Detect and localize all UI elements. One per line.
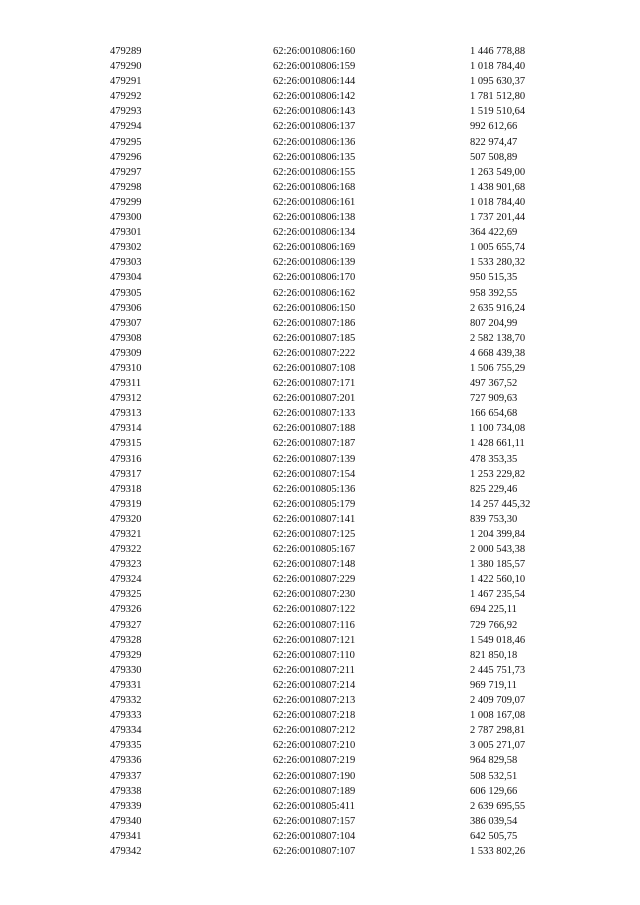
record-number-cell: 479295 [110, 136, 142, 148]
cadastral-value-cell: 1 422 560,10 [470, 574, 526, 586]
record-number-cell: 479301 [110, 227, 142, 239]
record-number-cell: 479324 [110, 574, 142, 586]
table-row [110, 452, 570, 467]
table-row [110, 301, 570, 316]
cadastral-number-cell: 62:26:0010806:136 [273, 136, 356, 148]
cadastral-number-cell: 62:26:0010806:134 [273, 227, 356, 239]
cadastral-value-cell: 822 974,47 [470, 136, 518, 148]
record-number-cell: 479321 [110, 529, 142, 540]
table-row [110, 587, 570, 602]
record-number-cell: 479334 [110, 725, 142, 737]
cadastral-number-cell: 62:26:0010807:121 [273, 634, 356, 646]
cadastral-number-cell: 62:26:0010807:222 [273, 347, 356, 359]
cadastral-number-cell: 62:26:0010805:136 [273, 483, 356, 495]
record-number-cell: 479337 [110, 770, 142, 782]
cadastral-number-cell: 62:26:0010807:189 [273, 785, 356, 797]
record-number-cell: 479323 [110, 559, 142, 571]
cadastral-number-cell: 62:26:0010805:179 [273, 498, 356, 510]
record-number-cell: 479318 [110, 483, 142, 495]
cadastral-number-cell: 62:26:0010807:157 [273, 815, 356, 827]
cadastral-value-cell: 807 204,99 [470, 317, 518, 329]
record-number-cell: 479294 [110, 121, 142, 133]
cadastral-value-cell: 2 582 138,70 [470, 332, 526, 344]
cadastral-number-cell: 62:26:0010807:229 [273, 574, 356, 586]
record-number-cell: 479303 [110, 257, 142, 269]
table-row [110, 784, 570, 799]
cadastral-number-cell: 62:26:0010806:155 [273, 166, 356, 178]
table-row [110, 119, 570, 134]
table-row [110, 844, 570, 859]
table-row [110, 180, 570, 195]
cadastral-number-cell: 62:26:0010806:160 [273, 46, 356, 57]
table-row [110, 436, 570, 451]
cadastral-value-cell: 1 100 734,08 [470, 423, 526, 435]
record-number-cell: 479317 [110, 468, 142, 480]
cadastral-number-cell: 62:26:0010807:122 [273, 604, 356, 616]
cadastral-number-cell: 62:26:0010806:142 [273, 91, 356, 103]
cadastral-number-cell: 62:26:0010807:218 [273, 710, 356, 722]
cadastral-value-cell: 642 505,75 [470, 830, 518, 842]
record-number-cell: 479306 [110, 302, 142, 314]
record-number-cell: 479328 [110, 634, 142, 646]
cadastral-number-cell: 62:26:0010805:167 [273, 544, 356, 556]
cadastral-value-cell: 2 787 298,81 [470, 725, 526, 737]
table-row [110, 150, 570, 165]
cadastral-number-cell: 62:26:0010806:137 [273, 121, 356, 133]
table-row [110, 723, 570, 738]
table-row [110, 738, 570, 753]
cadastral-value-cell: 825 229,46 [470, 483, 518, 495]
table-row [110, 89, 570, 104]
cadastral-number-cell: 62:26:0010807:214 [273, 679, 356, 691]
cadastral-value-cell: 364 422,69 [470, 227, 518, 239]
cadastral-number-cell: 62:26:0010807:201 [273, 393, 356, 405]
cadastral-value-cell: 1 428 661,11 [470, 438, 525, 450]
record-number-cell: 479338 [110, 785, 142, 797]
cadastral-number-cell: 62:26:0010807:139 [273, 453, 356, 465]
table-row [110, 799, 570, 814]
table-row [110, 618, 570, 633]
cadastral-number-cell: 62:26:0010806:143 [273, 106, 356, 118]
cadastral-value-cell: 1 549 018,46 [470, 634, 526, 646]
cadastral-number-cell: 62:26:0010807:210 [273, 740, 356, 752]
record-number-cell: 479291 [110, 76, 142, 88]
table-row [110, 572, 570, 587]
table-row [110, 210, 570, 225]
cadastral-number-cell: 62:26:0010807:230 [273, 589, 356, 601]
cadastral-value-cell: 1 018 784,40 [470, 61, 526, 73]
cadastral-value-cell: 1 533 802,26 [470, 845, 526, 857]
record-number-cell: 479341 [110, 830, 142, 842]
record-number-cell: 479340 [110, 815, 142, 827]
cadastral-number-cell: 62:26:0010806:150 [273, 302, 356, 314]
cadastral-value-cell: 2 000 543,38 [470, 544, 526, 556]
cadastral-value-cell: 166 654,68 [470, 408, 518, 420]
record-number-cell: 479322 [110, 544, 142, 556]
table-row [110, 195, 570, 210]
cadastral-value-cell: 1 005 655,74 [470, 242, 526, 254]
record-number-cell: 479298 [110, 181, 142, 193]
table-row [110, 557, 570, 572]
table-row [110, 346, 570, 361]
cadastral-value-cell: 2 409 709,07 [470, 695, 526, 707]
cadastral-number-cell: 62:26:0010807:186 [273, 317, 356, 329]
record-number-cell: 479292 [110, 91, 142, 103]
cadastral-number-cell: 62:26:0010806:169 [273, 242, 356, 254]
cadastral-number-cell: 62:26:0010805:411 [273, 800, 355, 812]
cadastral-value-cell: 1 737 201,44 [470, 212, 526, 224]
cadastral-number-cell: 62:26:0010807:171 [273, 378, 356, 390]
cadastral-value-cell: 386 039,54 [470, 815, 518, 827]
record-number-cell: 479297 [110, 166, 142, 178]
table-row [110, 829, 570, 844]
table-row [110, 406, 570, 421]
cadastral-value-cell: 508 532,51 [470, 770, 518, 782]
table-row [110, 74, 570, 89]
record-number-cell: 479325 [110, 589, 142, 601]
cadastral-value-cell: 727 909,63 [470, 393, 518, 405]
table-row [110, 255, 570, 270]
table-row [110, 753, 570, 768]
cadastral-number-cell: 62:26:0010807:107 [273, 845, 356, 857]
record-number-cell: 479310 [110, 362, 142, 374]
record-number-cell: 479304 [110, 272, 142, 284]
cadastral-value-cell: 2 639 695,55 [470, 800, 526, 812]
record-number-cell: 479296 [110, 151, 142, 163]
table-row [110, 542, 570, 557]
record-number-cell: 479339 [110, 800, 142, 812]
cadastral-value-table [110, 44, 570, 859]
cadastral-value-cell: 507 508,89 [470, 151, 518, 163]
cadastral-value-cell: 1 781 512,80 [470, 91, 526, 103]
cadastral-number-cell: 62:26:0010806:144 [273, 76, 356, 88]
record-number-cell: 479307 [110, 317, 142, 329]
table-row [110, 316, 570, 331]
table-row [110, 467, 570, 482]
cadastral-value-cell: 1 438 901,68 [470, 181, 526, 193]
table-row [110, 165, 570, 180]
cadastral-number-cell: 62:26:0010807:219 [273, 755, 356, 767]
table-row [110, 648, 570, 663]
cadastral-value-cell: 821 850,18 [470, 649, 518, 661]
cadastral-value-cell: 1 380 185,57 [470, 559, 526, 571]
record-number-cell: 479313 [110, 408, 142, 420]
record-number-cell: 479316 [110, 453, 142, 465]
cadastral-number-cell: 62:26:0010806:159 [273, 61, 356, 73]
record-number-cell: 479335 [110, 740, 142, 752]
cadastral-value-cell: 3 005 271,07 [470, 740, 526, 752]
record-number-cell: 479336 [110, 755, 142, 767]
cadastral-number-cell: 62:26:0010807:211 [273, 664, 355, 676]
cadastral-number-cell: 62:26:0010807:188 [273, 423, 356, 435]
cadastral-number-cell: 62:26:0010807:190 [273, 770, 356, 782]
cadastral-number-cell: 62:26:0010807:125 [273, 529, 356, 540]
cadastral-number-cell: 62:26:0010806:135 [273, 151, 356, 163]
cadastral-value-cell: 1 533 280,32 [470, 257, 526, 269]
record-number-cell: 479332 [110, 695, 142, 707]
record-number-cell: 479309 [110, 347, 142, 359]
record-number-cell: 479305 [110, 287, 142, 299]
cadastral-number-cell: 62:26:0010807:185 [273, 332, 356, 344]
record-number-cell: 479311 [110, 378, 142, 390]
table-row [110, 497, 570, 512]
record-number-cell: 479308 [110, 332, 142, 344]
table-body [110, 44, 570, 859]
record-number-cell: 479329 [110, 649, 142, 661]
cadastral-value-cell: 729 766,92 [470, 619, 518, 631]
cadastral-number-cell: 62:26:0010807:141 [273, 513, 356, 525]
cadastral-value-cell: 694 225,11 [470, 604, 517, 616]
table-row [110, 225, 570, 240]
cadastral-value-cell: 1 095 630,37 [470, 76, 526, 88]
table-row [110, 512, 570, 527]
record-number-cell: 479314 [110, 423, 142, 435]
cadastral-number-cell: 62:26:0010806:168 [273, 181, 356, 193]
table-row [110, 361, 570, 376]
cadastral-value-cell: 1 263 549,00 [470, 166, 526, 178]
record-number-cell: 479302 [110, 242, 142, 254]
record-number-cell: 479331 [110, 679, 142, 691]
cadastral-value-cell: 1 519 510,64 [470, 106, 526, 118]
cadastral-value-cell: 1 018 784,40 [470, 196, 526, 208]
cadastral-value-cell: 1 008 167,08 [470, 710, 526, 722]
cadastral-number-cell: 62:26:0010807:110 [273, 649, 355, 661]
cadastral-value-cell: 478 353,35 [470, 453, 518, 465]
record-number-cell: 479315 [110, 438, 142, 450]
cadastral-number-cell: 62:26:0010807:212 [273, 725, 356, 737]
table-row [110, 421, 570, 436]
table-row [110, 678, 570, 693]
table-row [110, 44, 570, 59]
cadastral-value-cell: 1 204 399,84 [470, 529, 526, 540]
record-number-cell: 479319 [110, 498, 142, 510]
cadastral-value-cell: 2 635 916,24 [470, 302, 526, 314]
cadastral-number-cell: 62:26:0010806:170 [273, 272, 356, 284]
cadastral-value-cell: 606 129,66 [470, 785, 518, 797]
table-row [110, 391, 570, 406]
cadastral-number-cell: 62:26:0010806:162 [273, 287, 356, 299]
record-number-cell: 479333 [110, 710, 142, 722]
cadastral-number-cell: 62:26:0010806:161 [273, 196, 356, 208]
table-row [110, 331, 570, 346]
cadastral-value-cell: 958 392,55 [470, 287, 518, 299]
table-row [110, 527, 570, 542]
record-number-cell: 479327 [110, 619, 142, 631]
cadastral-value-cell: 1 253 229,82 [470, 468, 526, 480]
cadastral-value-cell: 839 753,30 [470, 513, 518, 525]
cadastral-number-cell: 62:26:0010807:187 [273, 438, 356, 450]
table-row [110, 633, 570, 648]
cadastral-number-cell: 62:26:0010806:138 [273, 212, 356, 224]
table-row [110, 814, 570, 829]
table-row [110, 663, 570, 678]
cadastral-number-cell: 62:26:0010807:108 [273, 362, 356, 374]
cadastral-value-cell: 1 506 755,29 [470, 362, 526, 374]
cadastral-number-cell: 62:26:0010807:116 [273, 619, 355, 631]
cadastral-number-cell: 62:26:0010807:104 [273, 830, 356, 842]
record-number-cell: 479293 [110, 106, 142, 118]
cadastral-value-cell: 4 668 439,38 [470, 347, 526, 359]
record-number-cell: 479299 [110, 196, 142, 208]
record-number-cell: 479320 [110, 513, 142, 525]
cadastral-value-cell: 992 612,66 [470, 121, 518, 133]
cadastral-number-cell: 62:26:0010807:148 [273, 559, 356, 571]
cadastral-value-cell: 1 467 235,54 [470, 589, 526, 601]
cadastral-value-cell: 969 719,11 [470, 679, 517, 691]
record-number-cell: 479300 [110, 212, 142, 224]
table-row [110, 482, 570, 497]
cadastral-number-cell: 62:26:0010807:213 [273, 695, 356, 707]
record-number-cell: 479342 [110, 845, 142, 857]
cadastral-number-cell: 62:26:0010807:133 [273, 408, 356, 420]
cadastral-value-cell: 14 257 445,32 [470, 498, 531, 510]
record-number-cell: 479330 [110, 664, 142, 676]
record-number-cell: 479326 [110, 604, 142, 616]
table-row [110, 270, 570, 285]
record-number-cell: 479290 [110, 61, 142, 73]
record-number-cell: 479312 [110, 393, 142, 405]
table-row [110, 104, 570, 119]
table-row [110, 769, 570, 784]
table-row [110, 240, 570, 255]
cadastral-value-cell: 964 829,58 [470, 755, 518, 767]
table-row [110, 602, 570, 617]
record-number-cell: 479289 [110, 46, 142, 57]
table-row [110, 59, 570, 74]
cadastral-value-cell: 2 445 751,73 [470, 664, 526, 676]
cadastral-number-cell: 62:26:0010807:154 [273, 468, 356, 480]
table-row [110, 693, 570, 708]
cadastral-number-cell: 62:26:0010806:139 [273, 257, 356, 269]
table-row [110, 708, 570, 723]
cadastral-value-cell: 950 515,35 [470, 272, 518, 284]
cadastral-value-cell: 497 367,52 [470, 378, 518, 390]
table-row [110, 286, 570, 301]
table-row [110, 135, 570, 150]
cadastral-value-cell: 1 446 778,88 [470, 46, 526, 57]
table-row [110, 376, 570, 391]
